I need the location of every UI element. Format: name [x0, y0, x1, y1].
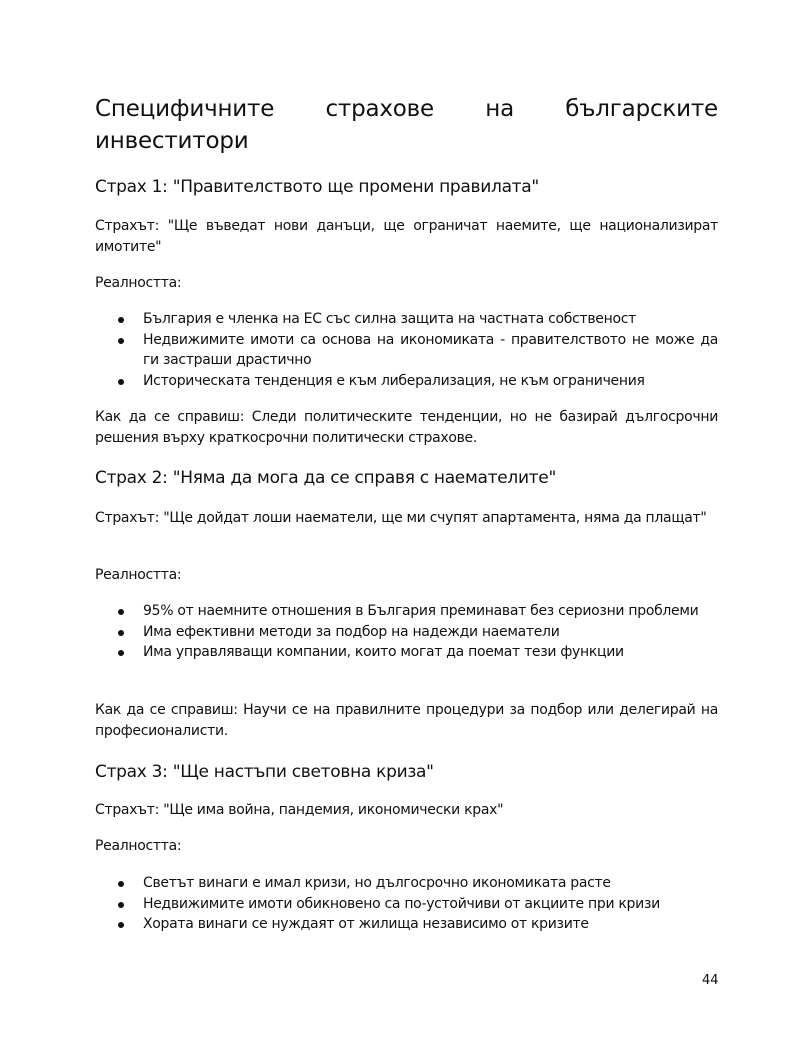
- list-item: [95, 622, 718, 643]
- page-number: 44: [702, 973, 719, 988]
- list-item-text: България е членка на ЕС със силна защита на частната собственост: [143, 311, 636, 327]
- list-item-text: Има управляващи компании, които могат да поемат тези функции: [143, 644, 624, 660]
- list-item: [95, 330, 718, 371]
- title-word: българските: [565, 96, 718, 122]
- bullet-icon: [118, 650, 124, 656]
- page-title: [95, 93, 718, 157]
- list-item-text: 95% от наемните отношения в България преминават без сериозни проблеми: [143, 603, 699, 619]
- fear-2-statement: Страхът: "Ще дойдат лоши наематели, ще ми счупят апартамента, няма да плащат": [95, 510, 707, 526]
- list-item: [95, 873, 718, 894]
- list-item: [95, 309, 718, 330]
- fear-1-statement: Страхът: "Ще въведат нови данъци, ще ограничат наемите, ще национализират имотите": [95, 218, 718, 255]
- fear-2-heading: Страх 2: "Няма да мога да се справя с наемателите": [95, 468, 556, 488]
- list-item-text: Има ефективни методи за подбор на надежди наематели: [143, 623, 560, 640]
- list-item-text: Недвижимите имоти са основа на икономиката - правителството не може да ги застраши драстично: [143, 331, 718, 368]
- fear-1-reality-list: [95, 309, 718, 391]
- list-item-text: Хората винаги се нуждаят от жилища независимо от кризите: [143, 916, 589, 932]
- list-item-text: Недвижимите имоти обикновено са по-устойчиви от акциите при кризи: [143, 895, 660, 912]
- title-word: страхове: [325, 96, 434, 122]
- fear-3-reality-label: Реалността:: [95, 838, 182, 854]
- fear-1-heading: Страх 1: "Правителството ще промени правилата": [95, 177, 539, 197]
- list-item: [95, 894, 718, 915]
- list-item: [95, 914, 718, 935]
- title-line-1: [95, 93, 718, 125]
- bullet-icon: [118, 317, 124, 323]
- bullet-icon: [118, 881, 124, 887]
- bullet-icon: [118, 630, 124, 636]
- title-line-2: инвеститори: [95, 128, 249, 154]
- fear-2-reality-list: [95, 601, 718, 663]
- fear-1-advice: Как да се справиш: Следи политическите тенденции, но не базирай дългосрочни решения върху краткосрочни политически страхове.: [95, 409, 718, 446]
- bullet-icon: [118, 609, 124, 615]
- bullet-icon: [118, 379, 124, 385]
- list-item-text: Светът винаги е имал кризи, но дългосрочно икономиката расте: [143, 875, 611, 891]
- list-item-text: Историческата тенденция е към либерализация, не към ограничения: [143, 372, 645, 389]
- fear-1-reality-label: Реалността:: [95, 275, 182, 291]
- title-word: Специфичните: [95, 96, 275, 122]
- bullet-icon: [118, 338, 124, 344]
- bullet-icon: [118, 922, 124, 928]
- fear-3-heading: Страх 3: "Ще настъпи световна криза": [95, 762, 434, 782]
- list-item: [95, 371, 718, 392]
- title-word: на: [485, 96, 514, 122]
- fear-3-statement: Страхът: "Ще има война, пандемия, икономически крах": [95, 802, 504, 818]
- bullet-icon: [118, 902, 124, 908]
- list-item: [95, 642, 718, 663]
- fear-3-reality-list: [95, 873, 718, 935]
- list-item: [95, 601, 718, 622]
- fear-2-advice: Как да се справиш: Научи се на правилните процедури за подбор или делегирай на професионалисти.: [95, 702, 718, 739]
- fear-2-reality-label: Реалността:: [95, 567, 182, 583]
